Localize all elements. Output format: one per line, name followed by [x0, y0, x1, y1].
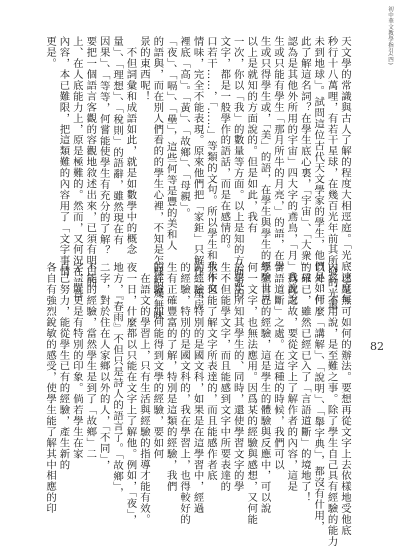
- page-number: 82: [370, 340, 384, 353]
- text-column: 天文學的常識與古人了解的程度大相逕庭。「光底速度每: [339, 36, 351, 305]
- text-column: 生或只得學生或，「美」的語，在學生與學生的經驗世界: [258, 36, 271, 305]
- text-column: 景的東西呢！: [137, 36, 150, 102]
- text-column: 夜一日，什麼都以只能在文字上了解他。例如，「夜」，: [124, 262, 137, 526]
- text-column: 二字，對於住在人家鄉以外的人，「不同」，: [97, 262, 110, 471]
- text-column: 秒行十八萬哩，有若干星球，在幾百光年前其所發的光還: [325, 36, 338, 310]
- text-column: 上、在人底能力上，原是極難的。然而，又何況在語言: [70, 36, 83, 299]
- text-column: 自己努力，能從學生已有的經驗，產生新的: [57, 262, 70, 471]
- text-column: 情味，完全不能表現。原來他們把「家鉅」只解作一座房: [191, 36, 204, 310]
- text-column: 未到地球」。試問這位古代天文學家的學生，他們是如何: [312, 36, 325, 305]
- text-column: 生不但能了解文字所表達的，而且能感作者底: [204, 262, 217, 481]
- text-column: 爲此之故，要從文字上了解作者的內容，這是: [285, 262, 298, 492]
- text-column: 字，就更是有特別的印象。倘若學生在家: [70, 262, 83, 460]
- text-column: 言語道斷」之處。在這種的時候，我們可以: [271, 262, 284, 471]
- text-column: 以外，什麼「講解」、「說明」、「舉字典」，都沒有什用，: [312, 262, 325, 532]
- text-column: 各自有強烈銳敏的感受，使學生能了解其中相應的印: [44, 262, 57, 514]
- text-column: 不能的經驗，當然學生是到了「故鄉」二: [84, 262, 97, 460]
- text-column: 要把一個語言客觀的容觀地敘述出來，已須有明白的: [84, 36, 97, 288]
- text-column: 一次，你以「我」的數量等方面。以上是知的方面說的: [231, 36, 244, 299]
- text-column: 因果」、「等等，何嘗能使學生有充分的了解？: [97, 36, 110, 256]
- text-column: 內容，本已難限，把這類難的內容用了「文字事情: [57, 36, 70, 277]
- text-column: 內容，不用說，是至難之事。除了學生自己具有經驗的能力: [325, 262, 338, 547]
- text-column: 何一文字，也無法應用。因爲某的經驗與感想，又何能: [245, 262, 258, 525]
- text-column: 的語與，而在別人們看的的學生心裡，不知是怎樣枯燥無味: [151, 36, 164, 321]
- text-column: 以上是就知的方面說的。但是如此，我有: [245, 36, 258, 234]
- text-column: 生不但能學文字，而且能感到文字中所要表達的: [218, 262, 231, 492]
- text-column: 的經驗，特別的是國文科，如果是在這學習中，經過: [191, 262, 204, 514]
- bottom-text-block: [43, 262, 351, 547]
- text-column: 生有正確豐富的了解，特別是這類的經驗，我們: [164, 262, 177, 492]
- text-column: 地方，『春雨』不但只是詩人的語言了。「故鄉」，: [111, 262, 124, 499]
- text-column: ，已是無可如何的辦法。要想再從文字上去依樣地受他底: [339, 262, 351, 536]
- text-column: 生或只能有學生「那月所牛的月亮，」的語，在學: [271, 36, 284, 272]
- text-column: 裡底「高」。「黃」、「故鄉」、「母親」。: [178, 36, 191, 219]
- text-column: 認為是其他外所用的宇宙」四大字的鳶鳥，「月」我說說: [285, 36, 298, 305]
- text-column: 於學生所知其學生的、同時，還使學習文字的學: [231, 262, 244, 492]
- text-column: 學生自己的經驗，這是學生的體驗與反應中，可以說: [258, 262, 271, 514]
- text-column: 不但詞彙和成語如此，就是如數學中的概念: [124, 36, 137, 255]
- text-column: 更是。: [44, 36, 57, 69]
- text-column: 此了解這名詞？在學生底心裏，「宇宙」、「大衆」只: [298, 36, 311, 284]
- text-column: 在語文的學習上，只有生活與經驗的指導才能有效。: [137, 262, 150, 525]
- top-text-block: [43, 36, 351, 321]
- text-column: 的經驗，特別的是國文科的，我在學習上，也得較好的: [178, 262, 191, 525]
- text-column: 量」、「理想」、「稅則」的語辭，雖然現在有: [111, 36, 124, 246]
- running-head: 初中華文教學指引(四): [387, 6, 393, 66]
- text-column: 文字，都是一般學作的語話，而是在感情的。: [218, 36, 231, 255]
- text-column: 「夜」、「嗝」、「壘」，這些何等是豐的美和人: [164, 36, 177, 251]
- text-column: 口若干……，「……」等類的文句。所以學生和我作文: [204, 36, 217, 294]
- text-column: 的經驗，如何能得到文學的經驗，要如何: [151, 262, 164, 460]
- text-column: 的確已，雖然已經已入了「言語道斷」的境地了！: [298, 262, 311, 503]
